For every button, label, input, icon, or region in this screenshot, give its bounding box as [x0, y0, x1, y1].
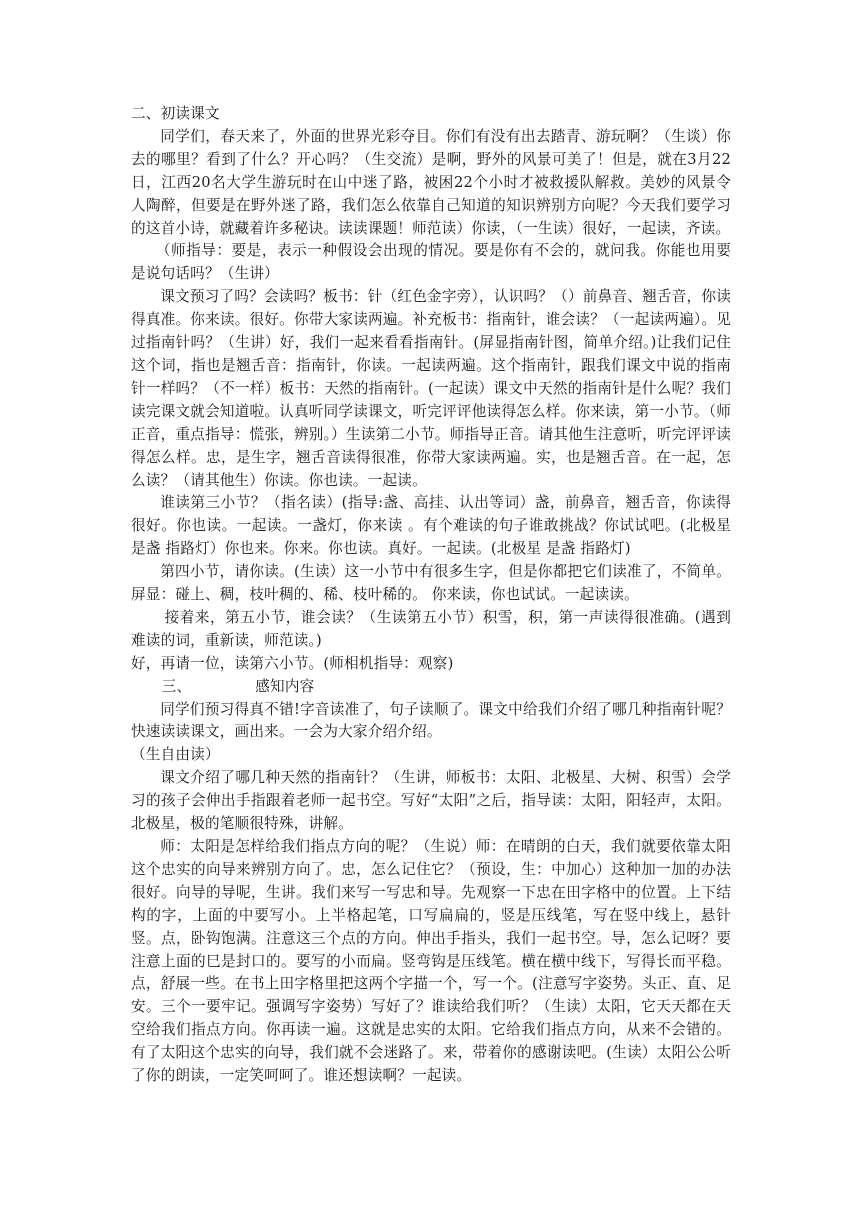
- paragraph-free-reading: （生自由读）: [131, 746, 220, 764]
- paragraph-sun-guidance: 师：太阳是怎样给我们指点方向的呢？（生说）师：在晴朗的白天，我们就要依靠太阳这个忠实的向导来辨别方向了。忠，怎么记住它？（预设，生：中加心）这种加一加的办法很好。向导的导呢，生讲。我们来写一写忠和导。先观察一下忠在田字格中的位置。上下结构的字，上面的中要写小。上半格起笔，口写扁扁的，竖是压线笔，写在竖中线上，悬针竖。点，卧钩饱满。注意这三个点的方向。伸出手指头，我们一起书空。导，怎么记呀？要注意上面的巳是封口的。要写的小而扁。竖弯钩是压线笔。横在横中线下，写得长而平稳。点，舒展一些。在书上田字格里把这两个字描一个，写一个。(注意写字姿势。头正、直、足安。三个一要牢记。强调写字姿势）写好了？谁读给我们听？（生读）太阳，它天天都在天空给我们指点方向。你再读一遍。这就是忠实的太阳。它给我们指点方向，从来不会错的。有了太阳这个忠实的向导，我们就不会迷路了。来，带着你的感谢读吧。(生读）太阳公公听了你的朗读，一定笑呵呵了。谁还想读啊？一起读。: [131, 838, 731, 1085]
- paragraph-fifth-section: 接着来，第五小节，谁会读？（生读第五小节）积雪，积，第一声读得很准确。(遇到难读的词，重新读，师范读。): [131, 608, 731, 649]
- paragraph-teacher-guidance: （师指导：要是，表示一种假设会出现的情况。要是你有不会的，就问我。你能也用要是说句话吗？（生讲）: [131, 242, 731, 283]
- section3-number: 三、: [161, 677, 192, 695]
- section3-title: 感知内容: [255, 677, 315, 695]
- paragraph-fourth-section: 第四小节，请你读。(生读）这一小节中有很多生字，但是你都把它们读准了，不简单。屏显：碰上、稠，枝叶稠的、稀、枝叶稀的。 你来读，你也试试。一起读读。: [131, 563, 731, 604]
- paragraph-intro: 同学们，春天来了，外面的世界光彩夺目。你们有没有出去踏青、游玩啊？（生谈）你去的哪里？看到了什么？开心吗？（生交流）是啊，野外的风景可美了！但是，就在3月22日，江西20名大学生游玩时在山中迷了路，被困22个小时才被救援队解救。美妙的风景令人陶醉，但要是在野外迷了路，我们怎么依靠自己知道的知识辨别方向呢？今天我们要学习的这首小诗，就藏着许多秘诀。读读课题！师范读）你读，（一生读）很好，一起读，齐读。: [131, 127, 731, 237]
- paragraph-sixth-section: 好，再请一位，读第六小节。(师相机指导：观察): [131, 654, 454, 672]
- paragraph-third-section: 谁读第三小节？（指名读）(指导:盏、高挂、认出等词）盏，前鼻音，翘舌音，你读得很好。你也读。一起读。一盏灯，你来读 。有个难读的句子谁敢挑战？你试试吧。(北极星是盏 指路灯）你也来。你来。你也读。真好。一起读。(北极星 是盏 指路灯): [131, 494, 731, 558]
- paragraph-preview-reading: 课文预习了吗？会读吗？板书：针（红色金字旁），认识吗？（）前鼻音、翘舌音，你读得真准。你来读。很好。你带大家读两遍。补充板书：指南针，谁会读？（一起读两遍）。见过指南针吗？（生讲）好，我们一起来看看指南针。(屏显指南针图，简单介绍。)让我们记住这个词，指也是翘舌音：指南针，你读。一起读两遍。这个指南针，跟我们课文中说的指南针一样吗？（不一样）板书：天然的指南针。(一起读）课文中天然的指南针是什么呢？我们读完课文就会知道啦。认真听同学读课文，听完评评他读得怎么样。你来读，第一小节。（师正音，重点指导：慌张，辨别。）生读第二小节。师指导正音。请其他生注意听，听完评评读得怎么样。忠，是生字，翘舌音读得很准，你带大家读两遍。实，也是翘舌音。在一起，怎么读？（请其他生）你读。你也读。一起读。: [131, 288, 731, 489]
- section3-heading: [131, 676, 731, 699]
- paragraph-perceive-content: 同学们预习得真不错!字音读准了，句子读顺了。课文中给我们介绍了哪几种指南针呢？快速读读课文，画出来。一会为大家介绍介绍。: [131, 700, 731, 741]
- section2-heading: 二、初读课文: [131, 105, 220, 122]
- document-page: [131, 103, 731, 1088]
- paragraph-natural-compasses: 课文介绍了哪几种天然的指南针？（生讲，师板书：太阳、北极星、大树、积雪）会学习的孩子会伸出手指跟着老师一起书空。写好“太阳”之后，指导读：太阳，阳轻声，太阳。北极星，极的笔顺很特殊，讲解。: [131, 769, 731, 833]
